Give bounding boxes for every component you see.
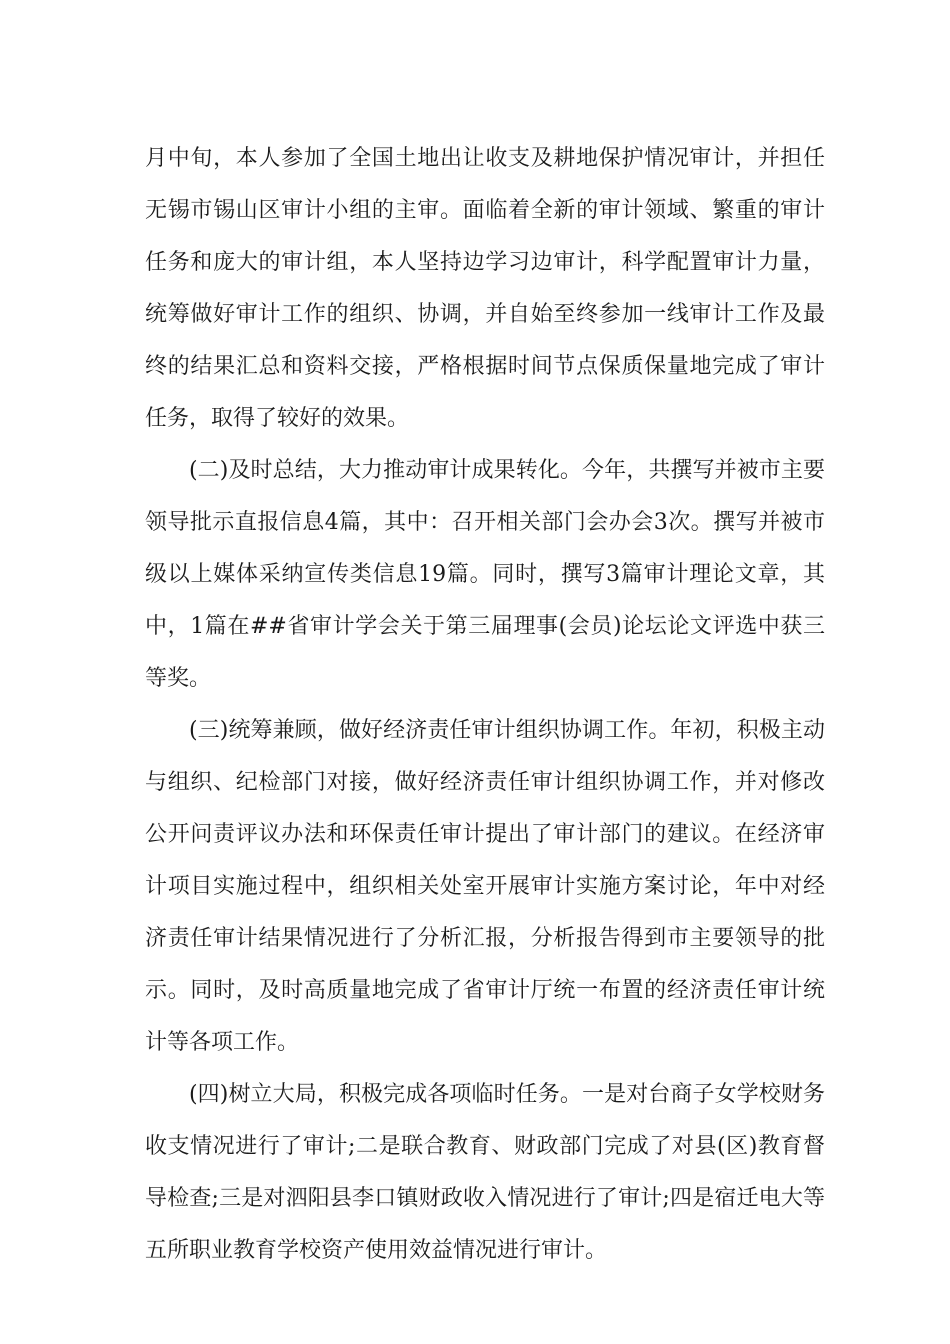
paragraph-4: (四)树立大局，积极完成各项临时任务。一是对台商子女学校财务收支情况进行了审计;二是联合教育、财政部门完成了对县(区)教育督导检查;三是对泗阳县李口镇财政收入情况进行了审计;四是宿迁电大等五所职业教育学校资产使用效益情况进行审计。 <box>145 1082 825 1263</box>
paragraph-3: (三)统筹兼顾，做好经济责任审计组织协调工作。年初，积极主动与组织、纪检部门对接，做好经济责任审计组织协调工作，并对修改公开问责评议办法和环保责任审计提出了审计部门的建议。在经济审计项目实施过程中，组织相关处室开展审计实施方案讨论，年中对经济责任审计结果情况进行了分析汇报，分析报告得到市主要领导的批示。同时，及时高质量地完成了省审计厅统一布置的经济责任审计统计等各项工作。 <box>145 718 825 1055</box>
paragraph-1: 月中旬，本人参加了全国土地出让收支及耕地保护情况审计，并担任无锡市锡山区审计小组的主审。面临着全新的审计领域、繁重的审计任务和庞大的审计组，本人坚持边学习边审计，科学配置审计力量，统筹做好审计工作的组织、协调，并自始至终参加一线审计工作及最终的结果汇总和资料交接，严格根据时间节点保质保量地完成了审计任务，取得了较好的效果。 <box>145 146 825 431</box>
paragraph-2: (二)及时总结，大力推动审计成果转化。今年，共撰写并被市主要领导批示直报信息4篇，其中：召开相关部门会办会3次。撰写并被市级以上媒体采纳宣传类信息19篇。同时，撰写3篇审计理论文章，其中，1篇在##省审计学会关于第三届理事(会员)论坛论文评选中获三等奖。 <box>145 458 825 691</box>
document-body <box>145 133 825 1277</box>
